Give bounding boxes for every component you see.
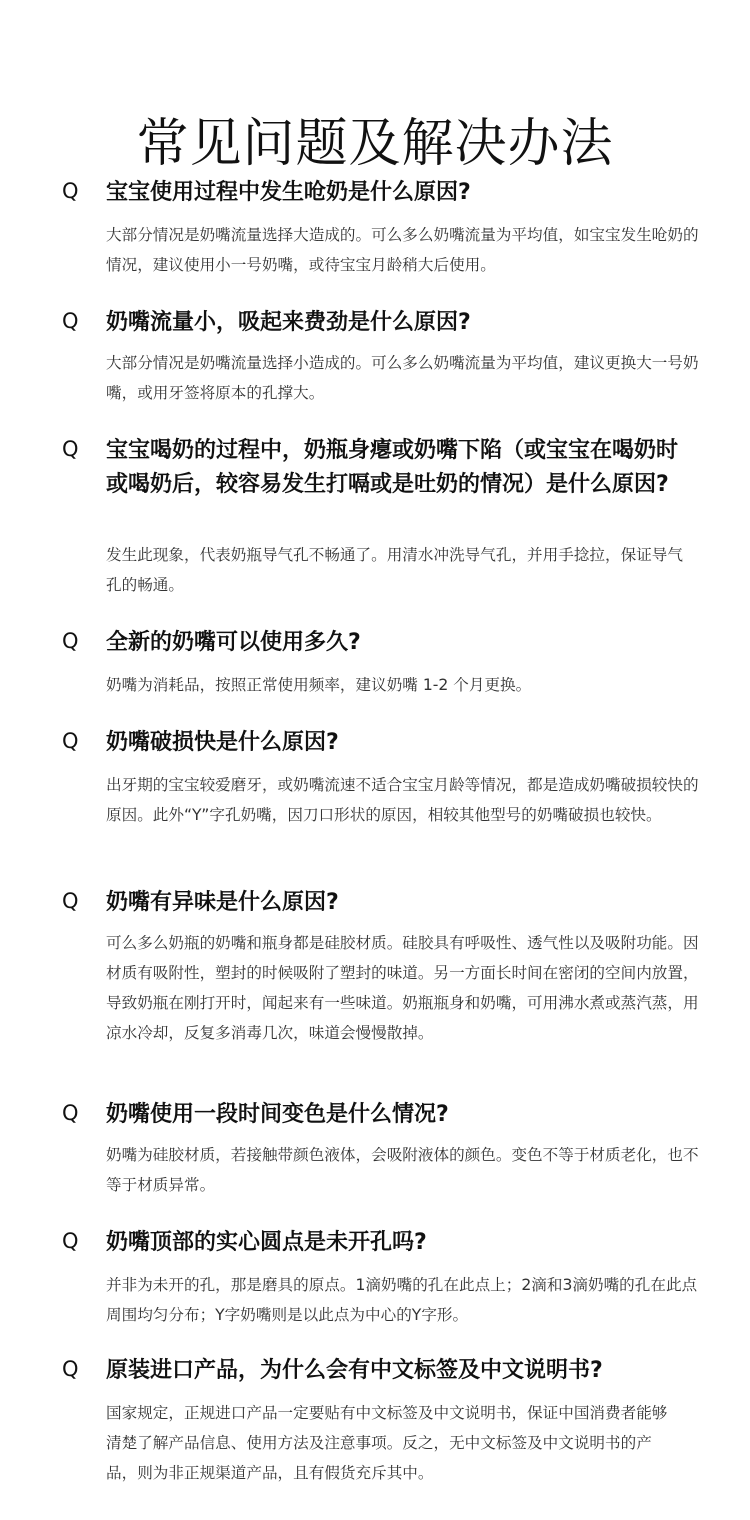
faq-question: 宝宝使用过程中发生呛奶是什么原因? [106, 180, 471, 205]
faq-answer: 可么多么奶瓶的奶嘴和瓶身都是硅胶材质。硅胶具有呼吸性、透气性以及吸附功能。因材质有吸附性，塑封的时候吸附了塑封的味道。另一方面长时间在密闭的空间内放置，导致奶瓶在刚打开时，闻起来有一些味道。奶瓶瓶身和奶嘴，可用沸水煮或蒸汽蒸，用凉水冷却，反复多消毒几次，味道会慢慢散掉。 [106, 934, 699, 1042]
faq-answer: 出牙期的宝宝较爱磨牙，或奶嘴流速不适合宝宝月龄等情况，都是造成奶嘴破损较快的原因。此外“Y”字孔奶嘴，因刀口形状的原因，相较其他型号的奶嘴破损也较快。 [106, 776, 699, 824]
faq-answer: 奶嘴为消耗品，按照正常使用频率，建议奶嘴 1-2 个月更换。 [106, 676, 532, 694]
faq-answer: 大部分情况是奶嘴流量选择大造成的。可么多么奶嘴流量为平均值，如宝宝发生呛奶的情况，建议使用小一号奶嘴，或待宝宝月龄稍大后使用。 [106, 226, 699, 274]
faq-question: 奶嘴使用一段时间变色是什么情况? [106, 1102, 449, 1127]
faq-question: 宝宝喝奶的过程中，奶瓶身瘪或奶嘴下陷（或宝宝在喝奶时或喝奶后，较容易发生打嗝或是吐奶的情况）是什么原因? [106, 438, 679, 497]
faq-question: 奶嘴有异味是什么原因? [106, 890, 339, 915]
q-marker: Q [62, 179, 79, 203]
q-marker: Q [62, 629, 79, 653]
q-marker: Q [62, 729, 79, 753]
q-marker: Q [62, 437, 79, 461]
faq-answer: 国家规定，正规进口产品一定要贴有中文标签及中文说明书，保证中国消费者能够清楚了解产品信息、使用方法及注意事项。反之，无中文标签及中文说明书的产品，则为非正规渠道产品，且有假货充斥其中。 [106, 1404, 668, 1482]
faq-question: 奶嘴顶部的实心圆点是未开孔吗? [106, 1230, 427, 1255]
faq-answer: 大部分情况是奶嘴流量选择小造成的。可么多么奶嘴流量为平均值，建议更换大一号奶嘴，或用牙签将原本的孔撑大。 [106, 354, 699, 402]
faq-question: 全新的奶嘴可以使用多久? [106, 630, 361, 655]
faq-answer: 奶嘴为硅胶材质，若接触带颜色液体，会吸附液体的颜色。变色不等于材质老化，也不等于材质异常。 [106, 1146, 699, 1194]
faq-answer: 发生此现象，代表奶瓶导气孔不畅通了。用清水冲洗导气孔，并用手捻拉，保证导气孔的畅通。 [106, 546, 683, 594]
faq-question: 奶嘴流量小，吸起来费劲是什么原因? [106, 310, 471, 335]
q-marker: Q [62, 1357, 79, 1381]
faq-question: 奶嘴破损快是什么原因? [106, 730, 339, 755]
page-title: 常见问题及解决办法 [136, 113, 614, 174]
q-marker: Q [62, 1229, 79, 1253]
faq-answer: 并非为未开的孔，那是磨具的原点。1滴奶嘴的孔在此点上；2滴和3滴奶嘴的孔在此点周围均匀分布；Y字奶嘴则是以此点为中心的Y字形。 [106, 1276, 698, 1324]
faq-question: 原装进口产品，为什么会有中文标签及中文说明书? [106, 1358, 603, 1383]
q-marker: Q [62, 309, 79, 333]
q-marker: Q [62, 889, 79, 913]
q-marker: Q [62, 1101, 79, 1125]
